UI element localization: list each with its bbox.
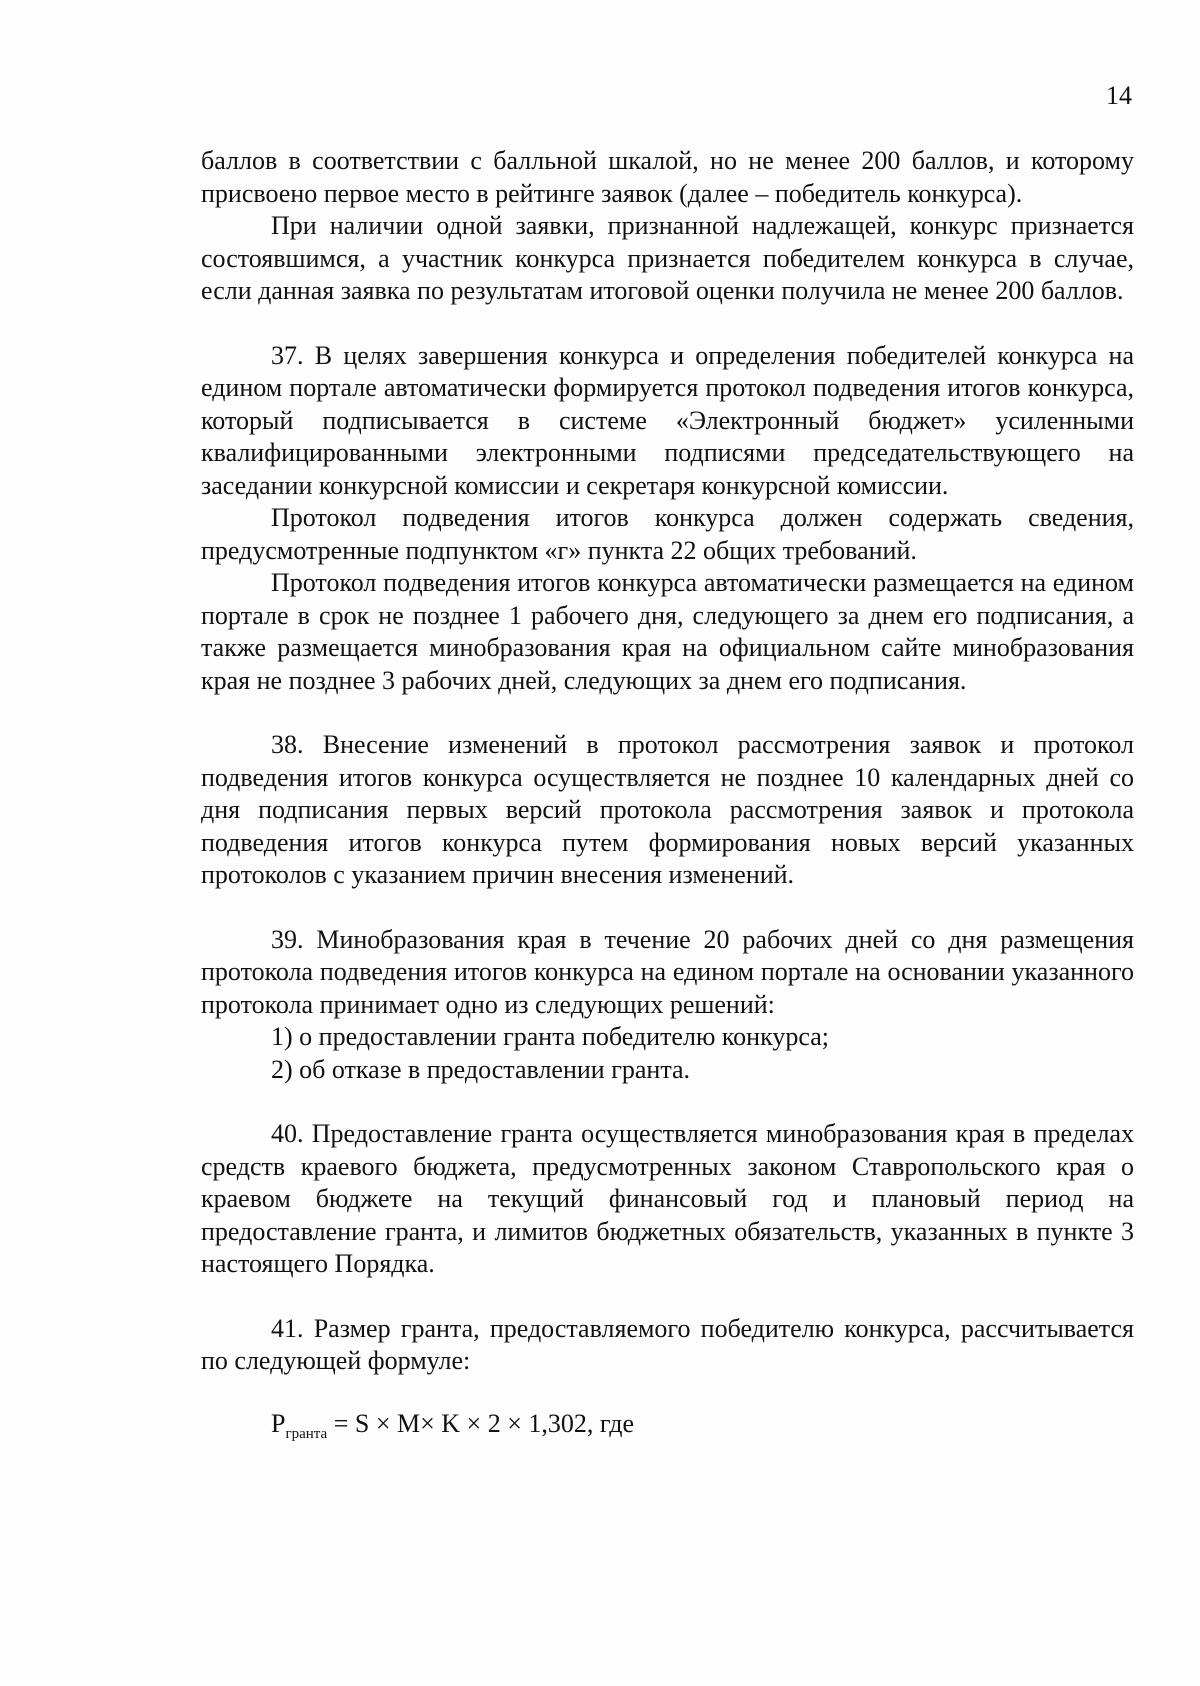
paragraph-41: 41. Размер гранта, предоставляемого победителю конкурса, рассчитывается по следующей формуле: [201, 1313, 1134, 1375]
formula-symbol: P [271, 1408, 286, 1438]
paragraph-37-protocol-content: Протокол подведения итогов конкурса должен содержать сведения, предусмотренные подпунктом «г» пункта 22 общих требований. [201, 503, 1134, 565]
paragraph-39: 39. Минобразования края в течение 20 рабочих дней со дня размещения протокола подведения итогов конкурса на едином портале на основании указанного протокола принимает одно из следующих решений: [201, 924, 1134, 1019]
paragraph-37-protocol-publication: Протокол подведения итогов конкурса автоматически размещается на едином портале в срок не позднее 1 рабочего дня, следующего за днем его подписания, а также размещается минобразования края на официальном сайте минобразования края не позднее 3 рабочих дней, следующих за днем его подписания. [201, 568, 1134, 695]
page-number: 14 [1106, 81, 1132, 110]
list-item-decision-1: 1) о предоставлении гранта победителю конкурса; [271, 1022, 829, 1051]
paragraph-continuation: баллов в соответствии с балльной шкалой, но не менее 200 баллов, и которому присвоено первое место в рейтинге заявок (далее – победитель конкурса). [201, 146, 1134, 208]
paragraph-38: 38. Внесение изменений в протокол рассмотрения заявок и протокол подведения итогов конкурса осуществляется не позднее 10 календарных дней со дня подписания первых версий протокола рассмотрения заявок и протокола подведения итогов конкурса путем формирования новых версий указанных протоколов с указанием причин внесения изменений. [201, 730, 1134, 889]
paragraph-single-application: При наличии одной заявки, признанной надлежащей, конкурс признается состоявшимся, а участник конкурса признается победителем конкурса в случае, если данная заявка по результатам итоговой оценки получила не менее 200 баллов. [201, 211, 1134, 305]
formula-expression: = S × M× K × 2 × 1,302, где [327, 1408, 635, 1438]
list-item-decision-2: 2) об отказе в предоставлении гранта. [271, 1054, 691, 1084]
paragraph-37: 37. В целях завершения конкурса и определения победителей конкурса на едином портале автоматически формируется протокол подведения итогов конкурса, который подписывается в системе «Электронный бюджет» усиленными квалифицированными электронными подписями председательствующего на заседании конкурсной комиссии и секретаря конкурсной комиссии. [201, 340, 1134, 500]
document-body [201, 145, 1134, 1440]
formula-subscript: гранта [285, 1425, 328, 1442]
grant-formula [201, 1408, 1134, 1441]
paragraph-40: 40. Предоставление гранта осуществляется минобразования края в пределах средств краевого бюджета, предусмотренных законом Ставропольского края о краевом бюджете на текущий финансовый год и плановый период на предоставление гранта, и лимитов бюджетных обязательств, указанных в пункте 3 настоящего Порядка. [201, 1119, 1134, 1278]
